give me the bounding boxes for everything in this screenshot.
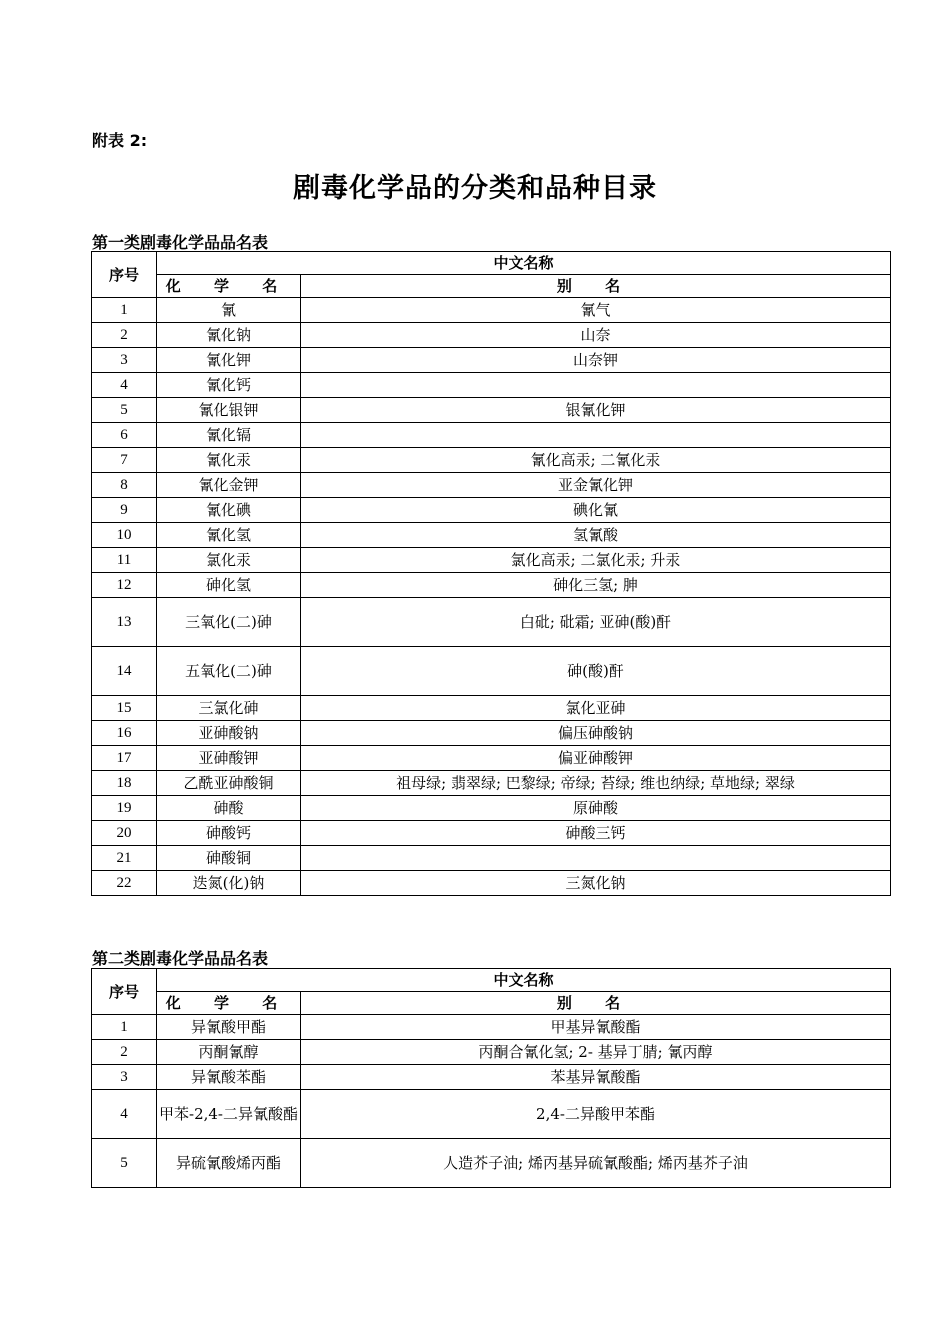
row-chem-name: 异硫氰酸烯丙酯 <box>157 1139 301 1188</box>
row-seq: 11 <box>92 548 157 573</box>
row-chem-name: 氰化钠 <box>157 323 301 348</box>
section1-table <box>91 251 891 896</box>
row-alias: 丙酮合氰化氢; 2- 基异丁腈; 氰丙醇 <box>301 1040 891 1065</box>
row-chem-name: 氰 <box>157 298 301 323</box>
table-row <box>92 473 891 498</box>
row-alias: 甲基异氰酸酯 <box>301 1015 891 1040</box>
header-seq: 序号 <box>92 252 157 298</box>
row-seq: 9 <box>92 498 157 523</box>
row-chem-name: 氰化金钾 <box>157 473 301 498</box>
row-seq: 1 <box>92 298 157 323</box>
row-chem-name: 氰化钙 <box>157 373 301 398</box>
table-row <box>92 846 891 871</box>
row-seq: 7 <box>92 448 157 473</box>
section1-title: 第一类剧毒化学品品名表 <box>92 233 269 252</box>
row-seq: 13 <box>92 598 157 647</box>
row-chem-name: 氰化钾 <box>157 348 301 373</box>
row-chem-name: 砷酸钙 <box>157 821 301 846</box>
row-alias: 山奈 <box>301 323 891 348</box>
table-row <box>92 746 891 771</box>
row-chem-name: 亚砷酸钾 <box>157 746 301 771</box>
row-alias: 氢氰酸 <box>301 523 891 548</box>
row-chem-name: 异氰酸苯酯 <box>157 1065 301 1090</box>
row-alias: 氰化高汞; 二氰化汞 <box>301 448 891 473</box>
row-chem-name: 氰化银钾 <box>157 398 301 423</box>
row-alias: 银氰化钾 <box>301 398 891 423</box>
row-chem-name: 三氯化砷 <box>157 696 301 721</box>
row-seq: 3 <box>92 348 157 373</box>
row-seq: 10 <box>92 523 157 548</box>
row-seq: 17 <box>92 746 157 771</box>
row-seq: 21 <box>92 846 157 871</box>
row-seq: 4 <box>92 1090 157 1139</box>
table-row <box>92 598 891 647</box>
row-seq: 16 <box>92 721 157 746</box>
row-alias <box>301 373 891 398</box>
table-row <box>92 448 891 473</box>
row-alias: 白砒; 砒霜; 亚砷(酸)酐 <box>301 598 891 647</box>
row-chem-name: 甲苯-2,4-二异氰酸酯 <box>157 1090 301 1139</box>
row-seq: 22 <box>92 871 157 896</box>
row-seq: 12 <box>92 573 157 598</box>
header-alias: 别 名 <box>301 275 891 298</box>
table-row <box>92 323 891 348</box>
row-alias <box>301 423 891 448</box>
table-row <box>92 1139 891 1188</box>
row-alias: 人造芥子油; 烯丙基异硫氰酸酯; 烯丙基芥子油 <box>301 1139 891 1188</box>
row-chem-name: 亚砷酸钠 <box>157 721 301 746</box>
table-row <box>92 523 891 548</box>
row-chem-name: 氰化碘 <box>157 498 301 523</box>
page-title: 剧毒化学品的分类和品种目录 <box>293 173 657 204</box>
row-seq: 2 <box>92 1040 157 1065</box>
row-chem-name: 异氰酸甲酯 <box>157 1015 301 1040</box>
row-alias: 碘化氰 <box>301 498 891 523</box>
row-seq: 8 <box>92 473 157 498</box>
row-alias: 砷(酸)酐 <box>301 647 891 696</box>
table-row <box>92 696 891 721</box>
table-row <box>92 771 891 796</box>
header-chem-name: 化 学 名 <box>157 275 301 298</box>
header-chinese-name: 中文名称 <box>157 252 891 275</box>
table-row <box>92 423 891 448</box>
row-alias <box>301 846 891 871</box>
row-seq: 3 <box>92 1065 157 1090</box>
row-alias: 祖母绿; 翡翠绿; 巴黎绿; 帝绿; 苔绿; 维也纳绿; 草地绿; 翠绿 <box>301 771 891 796</box>
section2-body <box>92 969 891 1188</box>
header-alias: 别 名 <box>301 992 891 1015</box>
row-alias: 氯化亚砷 <box>301 696 891 721</box>
row-alias: 砷化三氢; 胂 <box>301 573 891 598</box>
table-row <box>92 373 891 398</box>
row-seq: 15 <box>92 696 157 721</box>
table-row <box>92 721 891 746</box>
row-chem-name: 砷酸铜 <box>157 846 301 871</box>
header-chinese-name: 中文名称 <box>157 969 891 992</box>
row-seq: 6 <box>92 423 157 448</box>
row-chem-name: 氯化汞 <box>157 548 301 573</box>
row-chem-name: 砷化氢 <box>157 573 301 598</box>
row-alias: 原砷酸 <box>301 796 891 821</box>
table-row <box>92 398 891 423</box>
table-row <box>92 298 891 323</box>
row-chem-name: 三氧化(二)砷 <box>157 598 301 647</box>
row-chem-name: 迭氮(化)钠 <box>157 871 301 896</box>
header-chem-name: 化 学 名 <box>157 992 301 1015</box>
row-alias: 三氮化钠 <box>301 871 891 896</box>
row-chem-name: 氰化氢 <box>157 523 301 548</box>
row-seq: 18 <box>92 771 157 796</box>
row-chem-name: 砷酸 <box>157 796 301 821</box>
row-seq: 14 <box>92 647 157 696</box>
section1-body <box>92 252 891 896</box>
row-alias: 亚金氰化钾 <box>301 473 891 498</box>
table-row <box>92 647 891 696</box>
table-row <box>92 1065 891 1090</box>
table-row <box>92 871 891 896</box>
row-seq: 19 <box>92 796 157 821</box>
row-alias: 氯化高汞; 二氯化汞; 升汞 <box>301 548 891 573</box>
table-row <box>92 1090 891 1139</box>
section2-table <box>91 968 891 1188</box>
row-seq: 5 <box>92 1139 157 1188</box>
row-seq: 1 <box>92 1015 157 1040</box>
row-alias: 氰气 <box>301 298 891 323</box>
table-row <box>92 348 891 373</box>
row-seq: 5 <box>92 398 157 423</box>
header-seq: 序号 <box>92 969 157 1015</box>
table-row <box>92 796 891 821</box>
section2-title: 第二类剧毒化学品品名表 <box>92 949 269 968</box>
row-alias: 苯基异氰酸酯 <box>301 1065 891 1090</box>
table-row <box>92 498 891 523</box>
row-chem-name: 氰化汞 <box>157 448 301 473</box>
table-row <box>92 1040 891 1065</box>
row-alias: 砷酸三钙 <box>301 821 891 846</box>
table-row <box>92 821 891 846</box>
table-row <box>92 1015 891 1040</box>
row-seq: 20 <box>92 821 157 846</box>
appendix-label: 附表 2: <box>92 131 148 150</box>
row-seq: 2 <box>92 323 157 348</box>
row-alias: 偏亚砷酸钾 <box>301 746 891 771</box>
table-row <box>92 573 891 598</box>
row-chem-name: 五氧化(二)砷 <box>157 647 301 696</box>
row-chem-name: 丙酮氰醇 <box>157 1040 301 1065</box>
row-alias: 2,4-二异酸甲苯酯 <box>301 1090 891 1139</box>
row-chem-name: 乙酰亚砷酸铜 <box>157 771 301 796</box>
row-alias: 偏压砷酸钠 <box>301 721 891 746</box>
table-row <box>92 548 891 573</box>
row-chem-name: 氰化镉 <box>157 423 301 448</box>
row-alias: 山奈钾 <box>301 348 891 373</box>
row-seq: 4 <box>92 373 157 398</box>
